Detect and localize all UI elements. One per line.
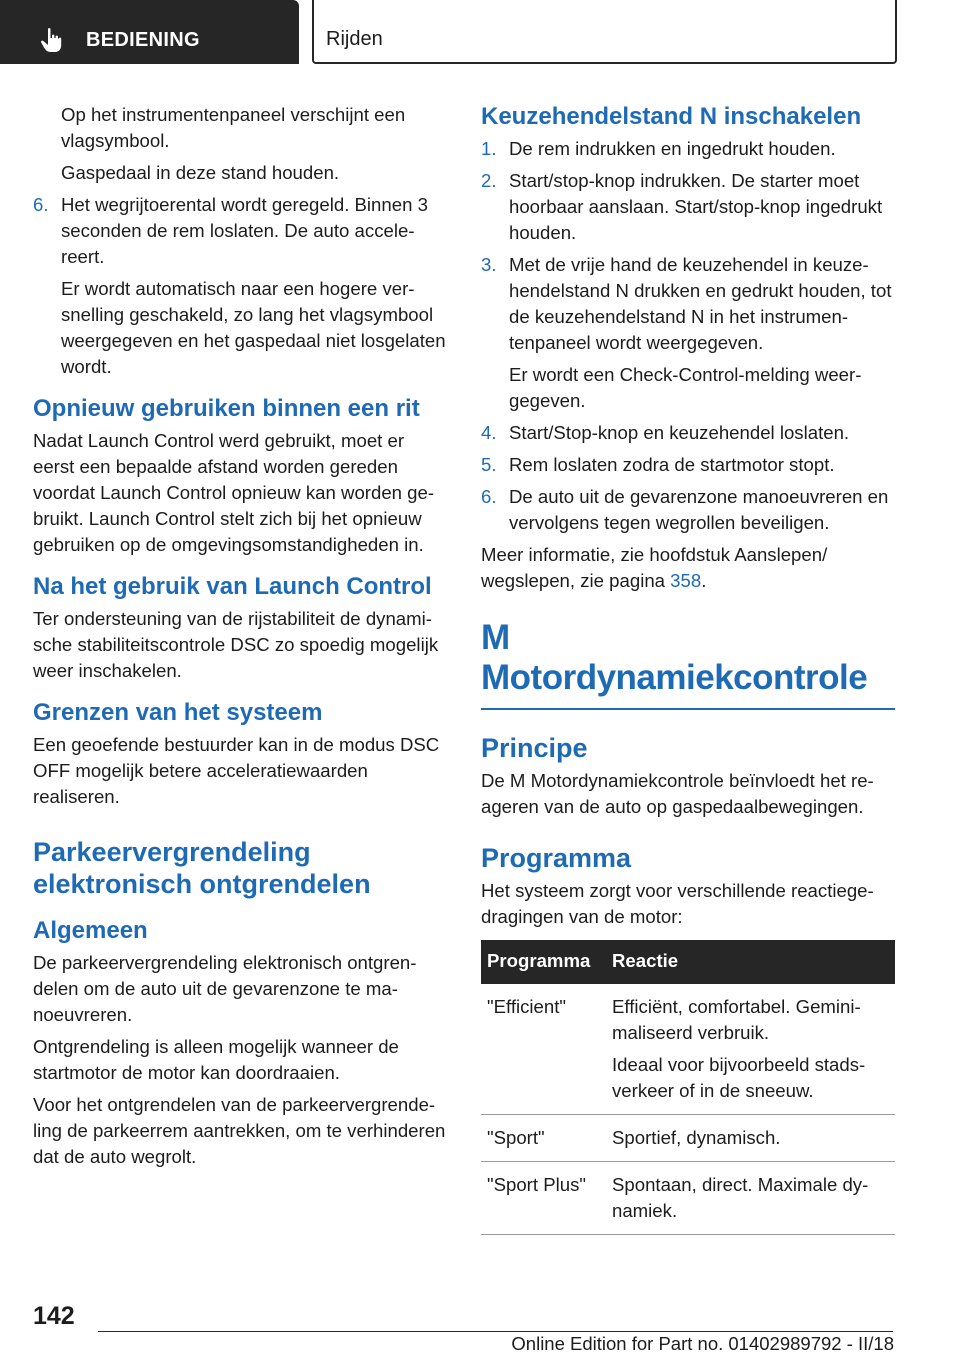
paragraph: Een geoefende bestuurder kan in de modus DSC OFF mogelijk betere acceleratiewaarden realiseren. <box>33 734 440 807</box>
paragraph: Het systeem zorgt voor verschillende reactiegedragingen van de motor: <box>481 880 874 927</box>
chapter-label: Rijden <box>326 28 383 50</box>
section-heading: Principe <box>481 733 588 763</box>
reaction-cell: Spontaan, direct. Maximale dynamiek. <box>606 1162 895 1235</box>
intro-paragraph: Op het instrumentenpaneel verschijnt een vlagsymbool. <box>61 104 406 151</box>
step-number: 5. <box>481 454 497 475</box>
paragraph: De M Motordynamiekcontrole beïnvloedt het reageren van de auto op gaspedaalbewegingen. <box>481 770 874 817</box>
list-item <box>481 136 895 162</box>
step-number: 3. <box>481 254 497 275</box>
step-note: Er wordt automatisch naar een hogere versnelling geschakeld, zo lang het vlagsymbool weergegeven en het gaspedaal niet losgelaten wordt. <box>61 278 446 377</box>
paragraph: De parkeervergrendeling elektronisch ontgrendelen om de auto uit de gevarenzone te manoeuvreren. <box>33 952 417 1025</box>
section-heading: Algemeen <box>33 917 148 944</box>
reaction-cell: Sportief, dynamisch. <box>606 1115 895 1162</box>
step-note: Er wordt een Check-Control-melding weergegeven. <box>509 364 862 411</box>
step-text: Start/stop-knop indrukken. De starter moet hoorbaar aanslaan. Start/stop-knop ingedrukt houden. <box>509 170 883 243</box>
program-cell: "Efficient" <box>481 984 606 1115</box>
step-list <box>33 192 448 380</box>
table-row <box>481 1115 895 1162</box>
left-column <box>33 102 448 1176</box>
step-text: Start/Stop-knop en keuzehendel loslaten. <box>509 422 850 443</box>
table-row <box>481 1162 895 1235</box>
edition-text: Online Edition for Part no. 01402989792 - II/18 <box>511 1333 894 1354</box>
list-item <box>481 452 895 478</box>
list-item <box>481 252 895 414</box>
list-item <box>481 168 895 246</box>
paragraph: Voor het ontgrendelen van de parkeervergrendeling de parkeerrem aantrekken, om te verhinderen dat de auto wegrolt. <box>33 1094 446 1167</box>
reaction-text: Efficiënt, comfortabel. Geminimaliseerd verbruik. <box>612 996 861 1043</box>
paragraph: Ontgrendeling is alleen mogelijk wanneer de startmotor de motor kan doordraaien. <box>33 1036 399 1083</box>
table-header-program: Programma <box>481 940 606 984</box>
reaction-cell <box>606 984 895 1115</box>
page-reference-link[interactable]: 358 <box>670 570 702 591</box>
more-info-text: Meer informatie, zie hoofdstuk Aanslepen/ wegslepen, zie pagina <box>481 544 828 591</box>
section-heading: Keuzehendelstand N inschakelen <box>481 103 862 130</box>
list-item <box>481 484 895 536</box>
table-row <box>481 984 895 1115</box>
table-header-reaction: Reactie <box>606 940 895 984</box>
more-info-end: . <box>701 570 707 591</box>
step-number: 6. <box>33 194 49 215</box>
step-text: Met de vrije hand de keuzehendel in keuzehendelstand N drukken en gedrukt houden, tot de keuzehendelstand N in het instrumentenpaneel wordt weergegeven. <box>509 254 892 353</box>
step-number: 6. <box>481 486 497 507</box>
section-heading: Grenzen van het systeem <box>33 699 323 726</box>
chapter-header <box>312 0 897 64</box>
section-heading: Programma <box>481 843 632 873</box>
paragraph: Nadat Launch Control werd gebruikt, moet er eerst een bepaalde afstand worden gereden voordat Launch Control opnieuw kan worden gebruikt. Launch Control stelt zich bij het opnieuw gebruiken op de omgevingsomstandigheden in. <box>33 430 435 555</box>
section-tab <box>0 0 299 64</box>
step-text: Rem loslaten zodra de startmotor stopt. <box>509 454 835 475</box>
list-item <box>33 192 448 380</box>
step-number: 2. <box>481 170 497 191</box>
program-cell: "Sport Plus" <box>481 1162 606 1235</box>
paragraph: Ter ondersteuning van de rijstabiliteit de dynamische stabiliteitscontrole DSC zo spoedig mogelijk weer inschakelen. <box>33 608 439 681</box>
footer-divider <box>98 1331 893 1332</box>
step-list <box>481 136 895 536</box>
section-heading: Parkeervergrendeling elektronisch ontgrendelen <box>33 837 371 899</box>
reaction-text: Ideaal voor bijvoorbeeld stadsverkeer of in de sneeuw. <box>612 1054 866 1101</box>
step-number: 4. <box>481 422 497 443</box>
step-text: Het wegrijtoerental wordt geregeld. Binnen 3 seconden de rem loslaten. De auto accelereert. <box>61 194 428 267</box>
program-table <box>481 940 895 1235</box>
chapter-title: M Motordynamiekcontrole <box>481 618 895 710</box>
page-number: 142 <box>33 1302 75 1330</box>
hand-pointer-icon <box>40 27 62 53</box>
right-column <box>481 102 895 1235</box>
step-number: 1. <box>481 138 497 159</box>
program-cell: "Sport" <box>481 1115 606 1162</box>
section-heading: Opnieuw gebruiken binnen een rit <box>33 395 420 422</box>
section-label: BEDIENING <box>86 29 200 51</box>
step-text: De rem indrukken en ingedrukt houden. <box>509 138 836 159</box>
intro-paragraph: Gaspedaal in deze stand houden. <box>61 162 340 183</box>
section-heading: Na het gebruik van Launch Control <box>33 573 432 600</box>
list-item <box>481 420 895 446</box>
step-text: De auto uit de gevarenzone manoeuvreren en vervolgens tegen wegrollen beveiligen. <box>509 486 889 533</box>
more-info-paragraph <box>481 542 895 594</box>
table-header-row <box>481 940 895 984</box>
